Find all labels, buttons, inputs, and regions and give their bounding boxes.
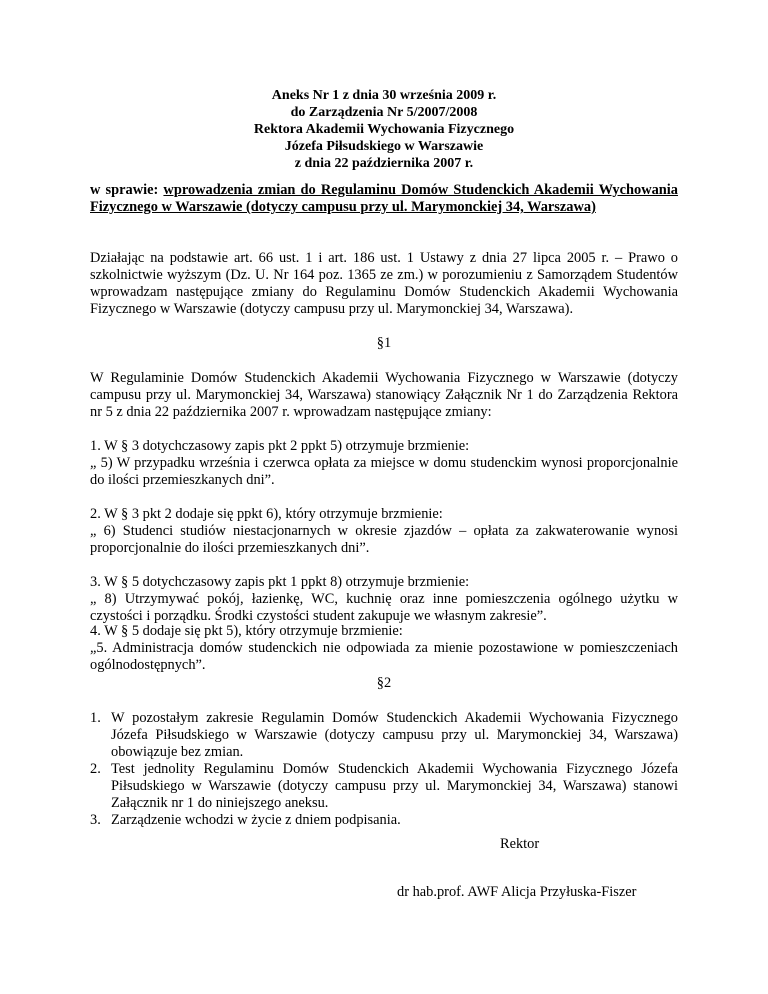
title-line-4: Józefa Piłsudskiego w Warszawie [284,139,484,154]
amendment-item-head: 2. W § 3 pkt 2 dodaje się ppkt 6), który otrzymuje brzmienie: [90,506,443,522]
title-line-5: z dnia 22 października 2007 r. [294,156,474,171]
list-item [90,710,678,761]
amendment-item-head: 1. W § 3 dotychczasowy zapis pkt 2 ppkt 5) otrzymuje brzmienie: [90,438,470,454]
list-item [90,812,678,829]
amendment-item-body: „ 6) Studenci studiów niestacjonarnych w okresie zjazdów – opłata za zakwaterowanie wynosi proporcjonalnie do ilości przemieszkanych dni”. [90,523,678,556]
signature-name: dr hab.prof. AWF Alicja Przyłuska-Fiszer [397,884,637,900]
amendment-item-body: „5. Administracja domów studenckich nie odpowiada za mienie pozostawione w pomieszczeniach ogólnodostępnych”. [90,640,678,673]
subject [90,182,678,216]
list-item-number: 2. [90,761,101,777]
section-2-list [90,710,678,829]
section-2-heading: §2 [376,675,392,691]
title-line-2: do Zarządzenia Nr 5/2007/2008 [290,105,478,120]
subject-text: wprowadzenia zmian do Regulaminu Domów Studenckich Akademii Wychowania Fizycznego w Warszawie (dotyczy campusu przy ul. Marymonckiej 34, Warszawa) [90,182,678,215]
amendment-item-body: „ 5) W przypadku września i czerwca opłata za miejsce w domu studenckim wynosi proporcjonalnie do ilości przemieszkanych dni”. [90,455,678,488]
section-1-intro: W Regulaminie Domów Studenckich Akademii Wychowania Fizycznego w Warszawie (dotyczy campusu przy ul. Marymonckiej 34, Warszawa) stanowiący Załącznik Nr 1 do Zarządzenia Rektora nr 5 z dnia 22 października 2007 r. wprowadzam następujące zmiany: [90,370,678,420]
amendment-item-body: „ 8) Utrzymywać pokój, łazienkę, WC, kuchnię oraz inne pomieszczenia ogólnego użytku w czystości i porządku. Środki czystości student zakupuje we własnym zakresie”. [90,591,678,624]
amendment-item-3 [90,574,678,625]
amendment-item-head: 3. W § 5 dotychczasowy zapis pkt 1 ppkt 8) otrzymuje brzmienie: [90,574,470,590]
title-line-1: Aneks Nr 1 z dnia 30 września 2009 r. [271,88,497,103]
list-item-text: W pozostałym zakresie Regulamin Domów Studenckich Akademii Wychowania Fizycznego Józefa Piłsudskiego w Warszawie (dotyczy campusu przy ul. Marymonckiej 34, Warszawa) obowiązuje bez zmian. [111,710,678,760]
title-line-3: Rektora Akademii Wychowania Fizycznego [253,122,515,137]
document-title [90,87,678,172]
list-item [90,761,678,812]
list-item-text: Test jednolity Regulaminu Domów Studenckich Akademii Wychowania Fizycznego Józefa Piłsudskiego w Warszawie (dotyczy campusu przy ul. Marymonckiej 34, Warszawa) stanowi Załącznik nr 1 do niniejszego aneksu. [111,761,678,811]
list-item-number: 3. [90,812,101,828]
list-item-number: 1. [90,710,101,726]
preamble: Działając na podstawie art. 66 ust. 1 i art. 186 ust. 1 Ustawy z dnia 27 lipca 2005 r. – Prawo o szkolnictwie wyższym (Dz. U. Nr 164 poz. 1365 ze zm.) w porozumieniu z Samorządem Studentów wprowadzam następujące zmiany do Regulaminu Domów Studenckich Akademii Wychowania Fizycznego w Warszawie (dotyczy campusu przy ul. Marymonckiej 34, Warszawa). [90,250,678,317]
section-1-heading: §1 [376,335,392,351]
amendment-item-head: 4. W § 5 dodaje się pkt 5), który otrzymuje brzmienie: [90,623,403,639]
amendment-item-2 [90,506,678,557]
amendment-item-1 [90,438,678,489]
list-item-text: Zarządzenie wchodzi w życie z dniem podpisania. [111,812,401,828]
signature-role: Rektor [500,836,540,852]
amendment-item-4 [90,623,678,674]
subject-prefix: w sprawie: [90,182,159,198]
